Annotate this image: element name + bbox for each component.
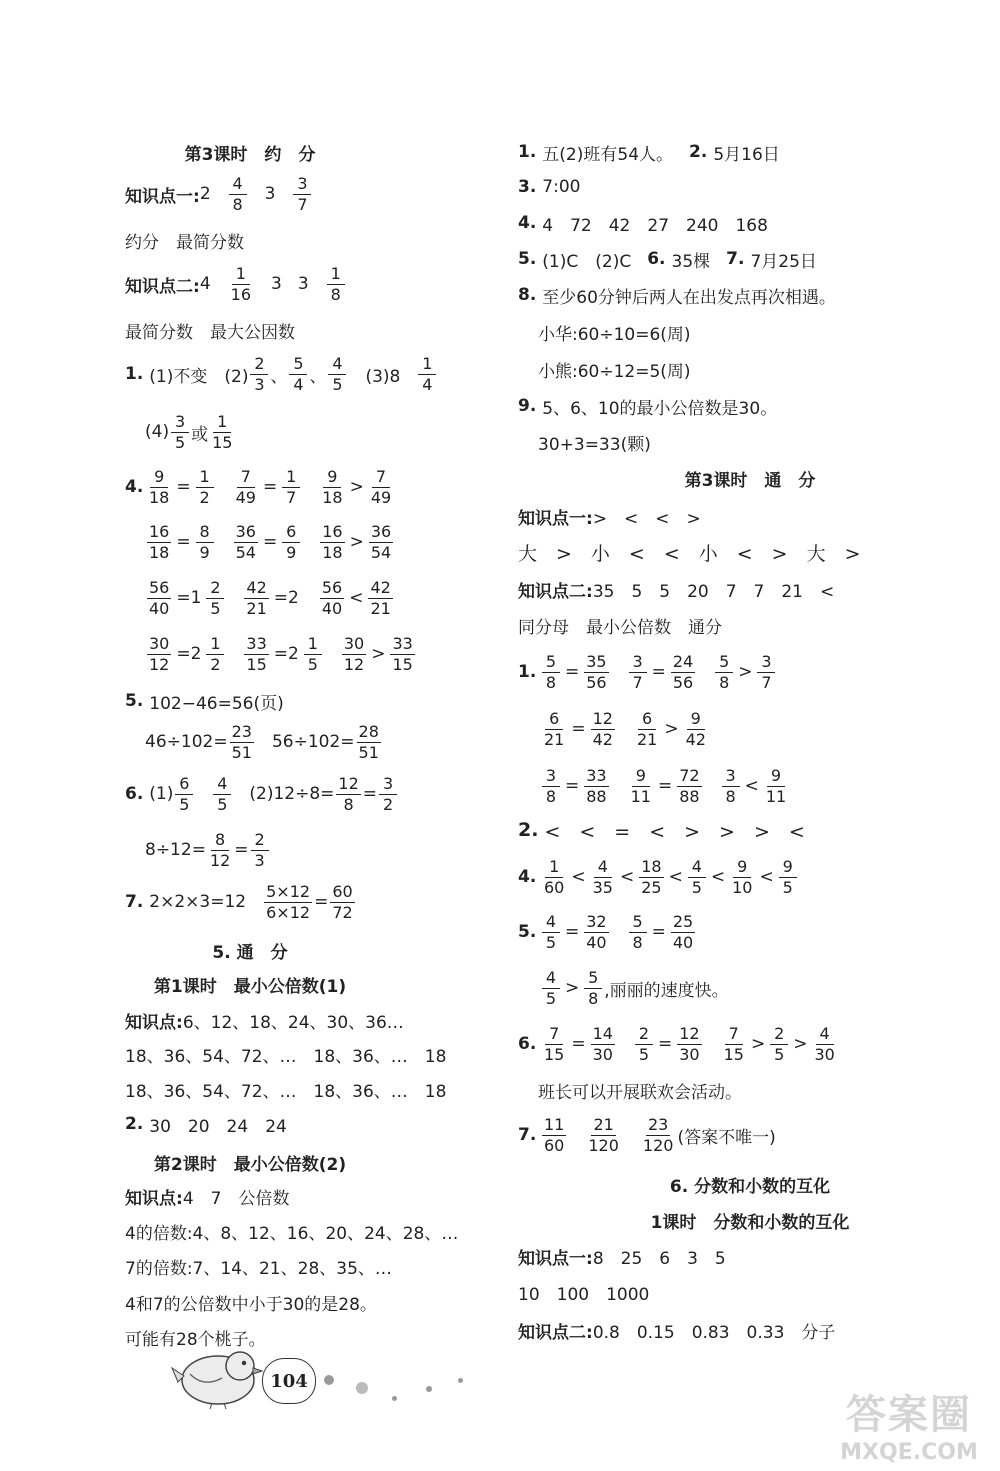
- knowledge-point: 知识点: 6、12、18、24、30、36…: [125, 1012, 404, 1033]
- fraction: $\frac{23}{120}$: [642, 1114, 674, 1155]
- decorative-dot: [426, 1386, 432, 1392]
- math-row: [145, 576, 395, 620]
- knowledge-point-1: 知识点一: > < < >: [518, 508, 701, 529]
- math-symbol: =1: [176, 588, 202, 608]
- decorative-dot: [356, 1382, 368, 1394]
- fraction: $\frac{7}{15}$: [544, 1023, 565, 1064]
- fraction: $\frac{5}{8}$: [584, 970, 602, 1007]
- fraction: $\frac{4}{35}$: [592, 856, 613, 897]
- knowledge-terms: 同分母 最小公倍数 通分: [518, 617, 722, 638]
- math-symbol: =: [657, 776, 673, 796]
- fraction: $\frac{2}{3}$: [251, 832, 269, 869]
- math-row: [145, 520, 395, 564]
- question-4-label: 4.: [518, 867, 537, 887]
- answer-note: (答案不唯一): [677, 1127, 776, 1148]
- answer-line: 18、36、54、72、… 18、36、… 18: [125, 1046, 447, 1067]
- question-2: 2. 30 20 24 24: [125, 1114, 287, 1137]
- answer-line: 18、36、54、72、… 18、36、… 18: [125, 1081, 447, 1102]
- fraction: $\frac{4}{8}$: [229, 176, 247, 213]
- math-symbol: =: [176, 532, 191, 552]
- fraction: $\frac{3}{8}$: [722, 768, 740, 805]
- fraction: $\frac{4}{5}$: [688, 859, 706, 896]
- page-number: 104: [262, 1358, 316, 1404]
- fraction: $\frac{23}{51}$: [231, 721, 252, 762]
- fraction: $\frac{60}{72}$: [332, 881, 353, 922]
- math-symbol: >: [565, 978, 580, 998]
- math-symbol: =: [651, 662, 666, 682]
- knowledge-point-2: 知识点二: 35 5 5 20 7 7 21 <: [518, 581, 835, 602]
- answer-line: 班长可以开展联欢会活动。: [538, 1082, 742, 1103]
- fraction: $\frac{5}{8}$: [629, 914, 647, 951]
- math-symbol: =: [262, 532, 278, 552]
- fraction: $\frac{12}{8}$: [338, 773, 359, 814]
- question-2: 2. < < = < > > > <: [518, 819, 805, 843]
- question-1-label: 1.: [518, 662, 537, 682]
- math-symbol: =: [657, 1034, 673, 1054]
- answer-line: 可能有28个桃子。: [125, 1329, 266, 1350]
- fraction: $\frac{33}{15}$: [246, 633, 267, 674]
- fraction: $\frac{6}{21}$: [544, 708, 565, 749]
- fraction: $\frac{5}{8}$: [542, 654, 560, 691]
- math-symbol: <: [759, 867, 774, 887]
- fraction: $\frac{1}{2}$: [196, 469, 214, 506]
- fraction: $\frac{6}{9}$: [282, 524, 300, 561]
- fraction: $\frac{36}{54}$: [370, 521, 392, 562]
- fraction: $\frac{5}{8}$: [715, 654, 733, 691]
- knowledge-point-1: 知识点一: 2 $\frac{4}{8}$ 3 $\frac{3}{7}$: [125, 172, 313, 216]
- answer-text: ,丽丽的速度快。: [604, 980, 729, 1001]
- fraction: $\frac{1}{5}$: [304, 636, 322, 673]
- question-1: 1. (1)不变 (2) $\frac{2}{3}$ 、 $\frac{5}{4}$ 、 $\frac{4}{5}$ (3)8 $\frac{1}{4}$: [125, 352, 438, 396]
- fraction: $\frac{7}{49}$: [235, 466, 256, 507]
- fraction: $\frac{9}{11}$: [765, 765, 787, 806]
- fraction: $\frac{8}{9}$: [196, 524, 214, 561]
- answer-line: 4和7的公倍数中小于30的是28。: [125, 1294, 377, 1315]
- math-symbol: >: [664, 719, 679, 739]
- decorative-dot: [458, 1378, 463, 1383]
- fraction: $\frac{1}{60}$: [544, 856, 565, 897]
- fraction: $\frac{4}{5}$: [328, 356, 346, 393]
- fraction: $\frac{11}{60}$: [544, 1114, 565, 1155]
- fraction: $\frac{5}{4}$: [289, 356, 307, 393]
- fraction: $\frac{42}{21}$: [370, 577, 391, 618]
- fraction: $\frac{3}{8}$: [542, 768, 560, 805]
- fraction: $\frac{16}{18}$: [149, 521, 170, 562]
- fraction: $\frac{12}{42}$: [592, 708, 613, 749]
- math-row: [540, 1022, 839, 1066]
- answer-line: 30+3=33(颗): [538, 434, 651, 455]
- answer-line: 大 > 小 < < 小 < > 大 >: [518, 542, 861, 565]
- fraction: $\frac{33}{15}$: [392, 633, 413, 674]
- fraction: $\frac{56}{40}$: [149, 577, 170, 618]
- fraction: $\frac{1}{4}$: [418, 356, 436, 393]
- math-symbol: <: [668, 867, 683, 887]
- question-5-label: 5.: [518, 922, 537, 942]
- fraction: $\frac{42}{21}$: [246, 577, 267, 618]
- fraction: $\frac{1}{16}$: [230, 263, 251, 304]
- decorative-dot: [324, 1375, 334, 1385]
- lesson-title: 1课时 分数和小数的互化: [650, 1212, 850, 1233]
- answer-line: 7的倍数:7、14、21、28、35、…: [125, 1258, 392, 1279]
- fraction: $\frac{9}{11}$: [630, 765, 651, 806]
- fraction: $\frac{21}{120}$: [588, 1114, 619, 1155]
- math-symbol: =: [565, 922, 580, 942]
- fraction: $\frac{8}{12}$: [209, 829, 231, 870]
- question-4-label: 4.: [125, 477, 144, 497]
- answer-4: 4. 4 72 42 27 240 168: [518, 213, 768, 236]
- math-row: [540, 966, 729, 1010]
- math-symbol: =: [262, 477, 278, 497]
- answer-5-6-7: 5. (1)C (2)C 6. 35棵 7. 7月25日: [518, 249, 817, 272]
- math-symbol: >: [750, 1034, 766, 1054]
- question-6-label: 6.: [518, 1034, 537, 1054]
- question-7-label: 7.: [518, 1125, 537, 1145]
- fraction: $\frac{12}{30}$: [679, 1023, 700, 1064]
- math-row: [540, 707, 710, 751]
- fraction: $\frac{3}{7}$: [757, 654, 775, 691]
- math-symbol: <: [571, 867, 586, 887]
- fraction: $\frac{32}{40}$: [586, 911, 607, 952]
- watermark: 答案圈 MXQE.COM: [840, 1392, 978, 1465]
- fraction: $\frac{14}{30}$: [592, 1023, 613, 1064]
- math-row: [540, 1113, 776, 1157]
- answer-line: 10 100 1000: [518, 1284, 650, 1305]
- math-symbol: >: [793, 1034, 808, 1054]
- fraction: $\frac{18}{25}$: [641, 856, 662, 897]
- question-6-line-2: 8÷12= $\frac{8}{12}$ = $\frac{2}{3}$: [145, 828, 271, 872]
- fraction: $\frac{2}{5}$: [770, 1026, 788, 1063]
- fraction: $\frac{30}{12}$: [149, 633, 170, 674]
- knowledge-point: 知识点: 4 7 公倍数: [125, 1188, 290, 1209]
- question-6: 6. (1) $\frac{6}{5}$ $\frac{4}{5}$ (2)12÷8= $\frac{12}{8}$ = $\frac{3}{2}$: [125, 772, 399, 816]
- math-symbol: >: [349, 532, 364, 552]
- math-symbol: =: [571, 719, 586, 739]
- decorative-dot: [392, 1396, 397, 1401]
- knowledge-point-2: 知识点二: 4 $\frac{1}{16}$ 3 3 $\frac{1}{8}$: [125, 262, 347, 306]
- math-row: [540, 650, 777, 694]
- fraction: $\frac{1}{15}$: [212, 411, 233, 452]
- math-row: [145, 465, 395, 509]
- fraction: $\frac{3}{7}$: [629, 654, 647, 691]
- fraction: $\frac{7}{15}$: [723, 1023, 744, 1064]
- answer-9: 9. 5、6、10的最小公倍数是30。: [518, 396, 778, 419]
- fraction: $\frac{4}{5}$: [542, 914, 560, 951]
- fraction: $\frac{56}{40}$: [321, 577, 343, 618]
- fraction: $\frac{3}{7}$: [293, 176, 311, 213]
- section-title: 5. 通 分: [212, 942, 288, 963]
- math-symbol: <: [349, 588, 364, 608]
- math-symbol: =2: [176, 644, 202, 664]
- math-row: [540, 855, 799, 899]
- fraction: $\frac{6}{5}$: [175, 776, 193, 813]
- math-symbol: <: [744, 776, 759, 796]
- section-title: 6. 分数和小数的互化: [669, 1176, 831, 1197]
- fraction: $\frac{1}{7}$: [282, 469, 300, 506]
- knowledge-point-2: 知识点二: 0.8 0.15 0.83 0.33 分子: [518, 1322, 836, 1343]
- fraction: $\frac{2}{3}$: [250, 356, 268, 393]
- fraction: $\frac{4}{30}$: [814, 1023, 835, 1064]
- question-5-line-2: 46÷102= $\frac{23}{51}$ 56÷102= $\frac{28}{51}$: [145, 721, 379, 762]
- fraction: $\frac{2}{5}$: [206, 580, 224, 617]
- math-symbol: =2: [273, 588, 299, 608]
- knowledge-terms: 约分 最简分数: [125, 232, 244, 253]
- fraction: $\frac{6}{21}$: [636, 708, 658, 749]
- fraction: $\frac{2}{5}$: [635, 1026, 653, 1063]
- math-symbol: <: [710, 867, 726, 887]
- fraction: $\frac{9}{18}$: [322, 466, 343, 507]
- fraction: $\frac{4}{5}$: [213, 776, 231, 813]
- answer-line: 小熊:60÷12=5(周): [538, 361, 691, 382]
- fraction: $\frac{1}{2}$: [206, 636, 224, 673]
- lesson-title: 第1课时 最小公倍数(1): [153, 976, 347, 997]
- math-symbol: =: [565, 662, 580, 682]
- fraction: $\frac{9}{42}$: [685, 708, 706, 749]
- math-symbol: =2: [273, 644, 299, 664]
- math-symbol: >: [349, 477, 364, 497]
- math-symbol: =: [571, 1034, 586, 1054]
- answer-8: 8. 至少60分钟后两人在出发点再次相遇。: [518, 285, 836, 308]
- fraction: $\frac{35}{56}$: [586, 651, 607, 692]
- math-symbol: =: [651, 922, 666, 942]
- question-1-part-4: (4) $\frac{3}{5}$ 或 $\frac{1}{15}$: [145, 411, 233, 452]
- math-symbol: >: [738, 662, 753, 682]
- fraction: $\frac{7}{49}$: [370, 466, 392, 507]
- question-5: 5. 102−46=56(页): [125, 691, 284, 714]
- answer-1-2: 1. 五(2)班有54人。 2. 5月16日: [518, 142, 780, 165]
- fraction: $\frac{3}{2}$: [379, 776, 397, 813]
- lesson-title: 第3课时 通 分: [684, 470, 816, 491]
- knowledge-point-1: 知识点一: 8 25 6 3 5: [518, 1248, 726, 1269]
- fraction: $\frac{16}{18}$: [322, 521, 343, 562]
- math-row: [540, 764, 790, 808]
- math-row: [540, 910, 697, 954]
- answer-3: 3. 7:00: [518, 177, 581, 197]
- fraction: $\frac{9}{5}$: [779, 859, 797, 896]
- fraction: $\frac{9}{10}$: [732, 856, 753, 897]
- lesson-title: 第2课时 最小公倍数(2): [153, 1154, 347, 1175]
- fraction: $\frac{3}{5}$: [171, 414, 189, 451]
- math-symbol: =: [176, 477, 191, 497]
- math-symbol: <: [619, 867, 635, 887]
- answer-line: 4的倍数:4、8、12、16、20、24、28、…: [125, 1223, 459, 1244]
- question-7: 7. 2×2×3=12 $\frac{5\times 12}{6\times 12}$ = $\frac{60}{72}$: [125, 881, 353, 922]
- page-footer: [170, 1328, 480, 1418]
- math-row: [145, 632, 417, 676]
- answer-line: 小华:60÷10=6(周): [538, 324, 691, 345]
- fraction: $\frac{4}{5}$: [542, 970, 560, 1007]
- fraction: $\frac{30}{12}$: [343, 633, 365, 674]
- math-symbol: =: [565, 776, 580, 796]
- fraction: $\frac{24}{56}$: [672, 651, 694, 692]
- math-symbol: >: [371, 644, 386, 664]
- fraction: $\frac{25}{40}$: [672, 911, 694, 952]
- fraction: $\frac{5\times 12}{6\times 12}$: [266, 881, 311, 922]
- lesson-title: 第3课时 约 分: [184, 144, 316, 165]
- fraction: $\frac{1}{8}$: [327, 266, 345, 303]
- fraction: $\frac{36}{54}$: [235, 521, 256, 562]
- fraction: $\frac{72}{88}$: [679, 765, 700, 806]
- fraction: $\frac{33}{88}$: [586, 765, 607, 806]
- bird-illustration: [170, 1340, 265, 1410]
- knowledge-terms: 最简分数 最大公因数: [125, 322, 295, 343]
- fraction: $\frac{9}{18}$: [149, 466, 170, 507]
- fraction: $\frac{28}{51}$: [358, 721, 379, 762]
